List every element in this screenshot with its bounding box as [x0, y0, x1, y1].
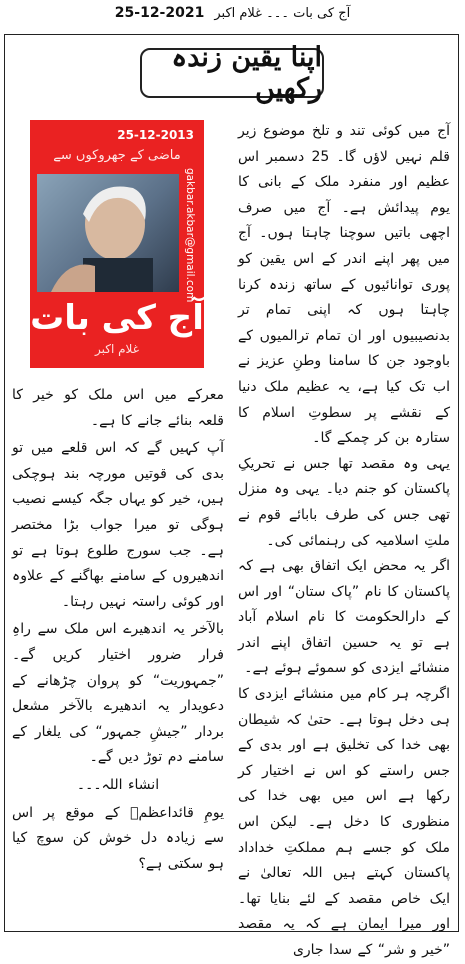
header-series: آج کی بات ۔۔۔ غلام اکبر	[214, 5, 351, 21]
column-card	[30, 120, 204, 368]
card-brand: آج کی بات	[30, 298, 204, 338]
paragraph: آج میں کوئی تند و تلخ موضوع زیر قلم نہیں لاؤں گا۔ 25 دسمبر اس عظیم اور منفرد ملک کے بانی کا یوم پیدائش ہے۔ آج میں صرف اچھی باتیں سوچنا چاہتا ہوں۔ آج میں پھر اپنے اندر کے اس یقین کو پوری توانائیوں کے ساتھ زندہ کرنا چاہتا ہوں کہ اپنی تمام تر بدنصیبیوں اور ان تمام ترالمیوں کے باوجود جن کا سامنا وطنِ عزیز نے اب تک کیا ہے، یہ عظیم ملک دنیا کے نقشے پر سطوتِ اسلام کا ستارہ بن کر چمکے گا۔	[238, 123, 450, 447]
card-author: غلام اکبر	[95, 342, 139, 356]
card-subtitle: ماضی کے جھروکوں سے	[53, 148, 181, 163]
paragraph: انشاء اللہ۔۔۔	[76, 776, 160, 793]
article-title: اپنا یقین زندہ رکھیں	[140, 48, 324, 98]
card-date: 25-12-2013	[117, 128, 194, 142]
paragraph: یہی وہ مقصد تھا جس نے تحریکِ پاکستان کو جنم دیا۔ یہی وہ منزل تھی جس کی طرف بابائے قوم نے ملتِ اسلامیہ کی رہنمائی کی۔	[238, 455, 450, 549]
right-column	[238, 119, 450, 964]
page-header	[0, 0, 465, 26]
paragraph: معرکے میں اس ملک کو خیر کا قلعہ بنائے جانے کا ہے۔	[12, 387, 224, 429]
author-photo	[37, 174, 179, 292]
left-column	[12, 383, 224, 879]
paragraph: یومِ قائداعظمؒ کے موقع پر اس سے زیادہ دل خوش کن سوچ کیا ہو سکتی ہے؟	[12, 804, 224, 872]
paragraph: اگر یہ محض ایک اتفاق بھی ہے کہ پاکستان کا نام ”پاک ستان“ اور اس کے دارالحکومت کا نام اسلام آباد ہے تو یہ حسین اتفاق اپنے اندر منشائے ایزدی کو سموئے ہوئے ہے۔	[238, 558, 450, 677]
paragraph: آپ کہیں گے کہ اس قلعے میں تو بدی کی قوتیں مورچہ بند ہوچکی ہیں، خیر کو یہاں جگہ کیسے نصیب ہوگی تو میرا جواب بڑا مختصر ہے۔ جب سورج طلوع ہوتا ہے تو اندھیروں کے سامنے بھاگنے کے علاوہ اور کوئی راستہ نہیں رہتا۔	[12, 440, 224, 610]
header-date: 25-12-2021	[114, 5, 205, 21]
card-email: gakbar.akbar@gmail.com	[184, 167, 196, 303]
paragraph: بالآخر یہ اندھیرے اس ملک سے راہِ فرار ضرور اختیار کریں گے۔ ”جمہوریت“ کو پروان چڑھانے کے دعویدار یہ اندھیرے بالآخر مشعل بردار ”جیشِ جمہور“ کی یلغار کے سامنے دم توڑ دیں گے۔	[12, 621, 224, 766]
author-photo-portrait	[37, 174, 179, 292]
paragraph: اگرچہ ہر کام میں منشائے ایزدی کا ہی دخل ہوتا ہے۔ حتیٰ کہ شیطان بھی خدا کی تخلیق ہے اور بدی کے جس راستے کو اس نے اختیار کر رکھا ہے اس میں بھی خدا کی منظوری کا دخل ہے۔ لیکن اس ملک کو جسے ہم مملکتِ خداداد پاکستان کہتے ہیں اللہ تعالیٰ نے ایک خاص مقصد کے لئے بنایا تھا۔ اور میرا ایمان ہے کہ یہ مقصد ”خیر و شر“ کے سدا جاری	[238, 686, 450, 958]
